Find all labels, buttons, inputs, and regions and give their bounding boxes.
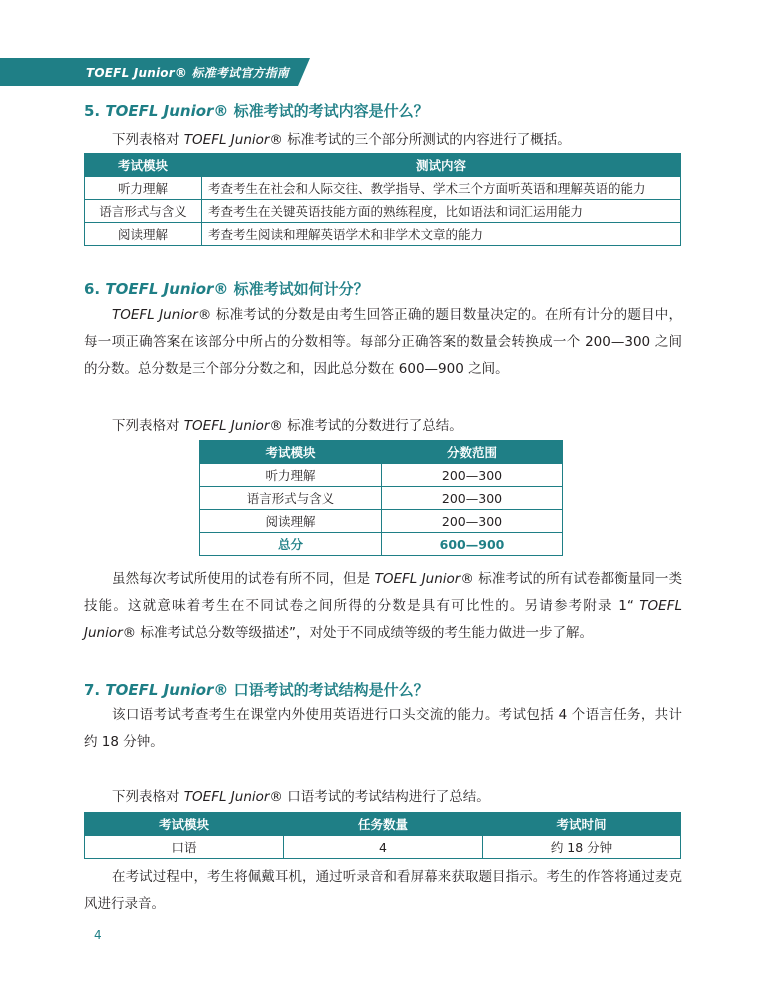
section-5-intro: 下列表格对 TOEFL Junior® 标准考试的三个部分所测试的内容进行了概括。 (112, 132, 571, 148)
table-header-row (200, 441, 563, 464)
table-row (200, 510, 563, 533)
table-cell: 语言形式与含义 (85, 200, 202, 223)
page-number: 4 (94, 928, 102, 942)
table-header-cell: 任务数量 (284, 813, 483, 836)
speaking-table (84, 812, 681, 859)
table-header-row (85, 813, 681, 836)
table-row (85, 223, 681, 246)
table-header-cell: 考试时间 (483, 813, 681, 836)
table-header-cell: 考试模块 (200, 441, 382, 464)
table-header-cell: 测试内容 (202, 154, 681, 177)
section-7-intro: 下列表格对 TOEFL Junior® 口语考试的考试结构进行了总结。 (112, 789, 490, 805)
table-cell: 200—300 (382, 510, 563, 533)
table-row (85, 177, 681, 200)
table-cell: 听力理解 (85, 177, 202, 200)
table-header-cell: 考试模块 (85, 813, 284, 836)
table-row (200, 487, 563, 510)
table-cell: 听力理解 (200, 464, 382, 487)
table-cell: 考查考生在社会和人际交往、教学指导、学术三个方面听英语和理解英语的能力 (202, 177, 681, 200)
section-6-paragraph-2: 虽然每次考试所使用的试卷有所不同，但是 TOEFL Junior® 标准考试的所有试卷都衡量同一类技能。这就意味着考生在不同试卷之间所得的分数是具有可比性的。另请参考附录 1“ TOEFL Junior® 标准考试总分数等级描述”，对处于不同成绩等级的考生能力做进一步了解。 (84, 571, 683, 641)
table-header-row (85, 154, 681, 177)
table-cell: 阅读理解 (85, 223, 202, 246)
header-banner-title: TOEFL Junior® 标准考试官方指南 (86, 66, 290, 80)
section-7-paragraph-2: 在考试过程中，考生将佩戴耳机，通过听录音和看屏幕来获取题目指示。考生的作答将通过麦克风进行录音。 (84, 869, 682, 912)
section-7-heading: 7. TOEFL Junior® 口语考试的考试结构是什么？ (84, 681, 429, 699)
table-cell: 考查考生在关键英语技能方面的熟练程度，比如语法和词汇运用能力 (202, 200, 681, 223)
table-cell: 200—300 (382, 464, 563, 487)
table-total-row (200, 533, 563, 556)
table-cell: 阅读理解 (200, 510, 382, 533)
content-table (84, 153, 681, 246)
table-cell: 考查考生阅读和理解英语学术和非学术文章的能力 (202, 223, 681, 246)
table-row (85, 836, 681, 859)
table-cell: 200—300 (382, 487, 563, 510)
section-6-paragraph-1: TOEFL Junior® 标准考试的分数是由考生回答正确的题目数量决定的。在所有计分的题目中，每一项正确答案在该部分中所占的分数相等。每部分正确答案的数量会转换成一个 200—300 之间的分数。总分数是三个部分分数之和，因此总分数在 600—900 之间。 (84, 307, 683, 377)
table-cell: 口语 (85, 836, 284, 859)
table-header-cell: 考试模块 (85, 154, 202, 177)
table-cell: 约 18 分钟 (483, 836, 681, 859)
section-6-heading: 6. TOEFL Junior® 标准考试如何计分？ (84, 280, 369, 298)
section-6-intro: 下列表格对 TOEFL Junior® 标准考试的分数进行了总结。 (112, 418, 463, 434)
table-row (85, 200, 681, 223)
table-cell: 语言形式与含义 (200, 487, 382, 510)
score-table (199, 440, 563, 556)
table-total-value: 600—900 (382, 533, 563, 556)
table-row (200, 464, 563, 487)
table-header-cell: 分数范围 (382, 441, 563, 464)
section-5-heading: 5. TOEFL Junior® 标准考试的考试内容是什么？ (84, 102, 429, 120)
table-total-label: 总分 (200, 533, 382, 556)
section-7-paragraph-1: 该口语考试考查考生在课堂内外使用英语进行口头交流的能力。考试包括 4 个语言任务，共计约 18 分钟。 (84, 707, 682, 750)
table-cell: 4 (284, 836, 483, 859)
